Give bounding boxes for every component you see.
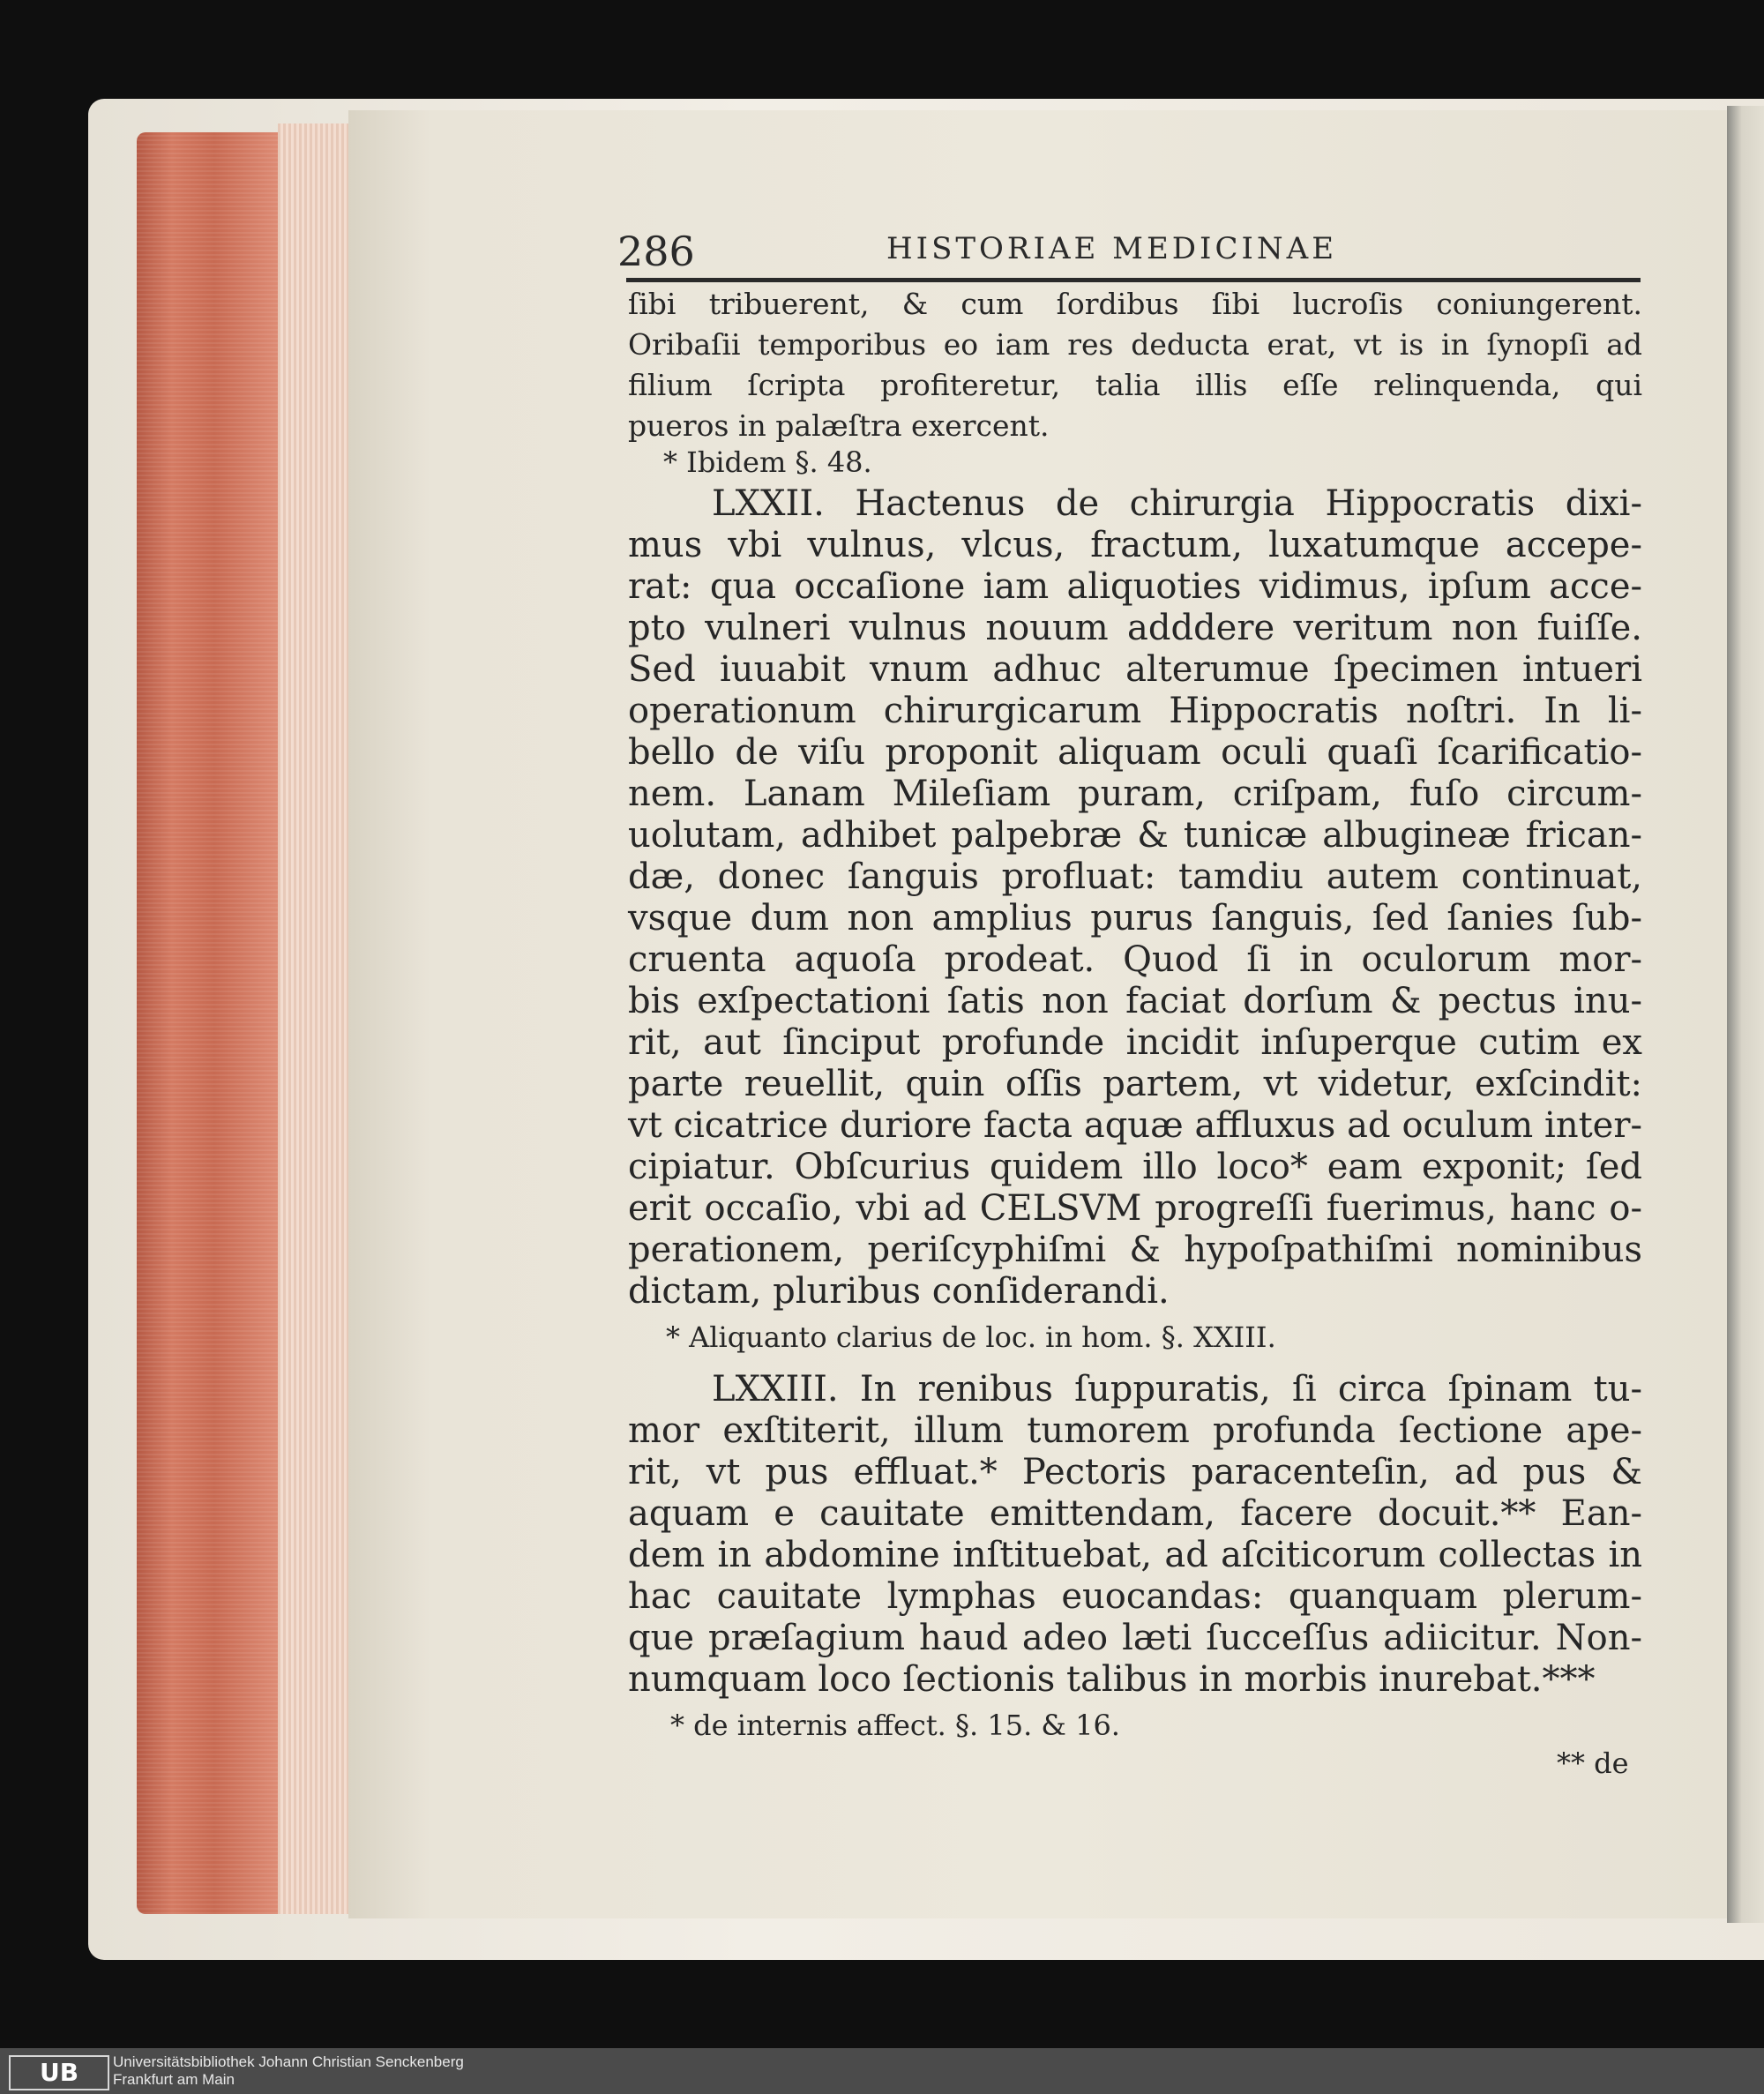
text-line: numquam loco ſectionis talibus in morbis inurebat.*** [628, 1659, 1596, 1700]
text-line: dæ, donec ſanguis profluat: tamdiu autem continuat, [628, 856, 1642, 897]
text-line: filium ſcripta profiteretur, talia illis eſſe relinquenda, qui [628, 368, 1642, 402]
text-line: hac cauitate lymphas euocandas: quanquam plerum- [628, 1576, 1642, 1617]
text-line: vt cicatrice duriore facta aquæ affluxus ad oculum inter- [628, 1105, 1642, 1146]
page-number: 286 [617, 228, 695, 275]
text-line: parte reuellit, quin oſſis partem, vt videtur, exſcindit: [628, 1064, 1642, 1104]
text-line: mus vbi vulnus, vlcus, fractum, luxatumque accepe- [628, 525, 1642, 565]
page-leaves [278, 123, 357, 1914]
text-line: ſibi tribuerent, & cum ſordibus ſibi lucroſis coniungerent. [628, 287, 1642, 321]
text-line: bello de viſu proponit aliquam oculi quaſi ſcarificatio- [628, 732, 1642, 773]
footnote: * Aliquanto clarius de loc. in hom. §. XXIII. [666, 1320, 1276, 1354]
text-line: rit, vt pus effluat.* Pectoris paracenteſin, ad pus & [628, 1452, 1642, 1492]
catchword: ** de [1557, 1746, 1629, 1780]
book-edge-red [137, 132, 278, 1914]
text-line: pueros in palæſtra exercent. [628, 408, 1050, 443]
text-line: Oribaſii temporibus eo iam res deducta erat, vt is in ſynopſi ad [628, 327, 1642, 362]
text-line: LXXII. Hactenus de chirurgia Hippocratis dixi- [712, 483, 1642, 524]
text-line: aquam e cauitate emittendam, facere docuit.** Ean- [628, 1493, 1642, 1534]
text-line: rat: qua occaſione iam aliquoties vidimus, ipſum acce- [628, 566, 1642, 607]
text-line: bis exſpectationi ſatis non faciat dorſum & pectus inu- [628, 981, 1642, 1021]
ub-logo: UB [9, 2055, 109, 2090]
text-line: dem in abdomine inſtituebat, ad aſciticorum collectas in [628, 1535, 1642, 1575]
next-page-edge [1727, 106, 1764, 1923]
footnote: * Ibidem §. 48. [663, 445, 872, 479]
text-line: Sed iuuabit vnum adhuc alterumue ſpecimen intueri [628, 649, 1642, 690]
text-line: operationum chirurgicarum Hippocratis noſtri. In li- [628, 691, 1642, 731]
footnote: * de internis affect. §. 15. & 16. [670, 1709, 1120, 1742]
text-line: rit, aut ſinciput profunde incidit inſuperque cutim ex [628, 1022, 1642, 1063]
text-line: mor exſtiterit, illum tumorem profunda ſectione ape- [628, 1410, 1642, 1451]
text-line: dictam, pluribus conſiderandi. [628, 1271, 1170, 1312]
text-line: pto vulneri vulnus nouum adddere veritum non fuiſſe. [628, 608, 1642, 648]
library-name: Universitätsbibliothek Johann Christian Senckenberg [113, 2053, 464, 2070]
text-line: vsque dum non amplius purus ſanguis, ſed ſanies ſub- [628, 898, 1642, 939]
text-line: erit occaſio, vbi ad CELSVM progreſſi fuerimus, hanc o- [628, 1188, 1642, 1229]
text-line: cruenta aquoſa prodeat. Quod ſi in oculorum mor- [628, 939, 1642, 980]
footer-bar [0, 2048, 1764, 2094]
text-line: nem. Lanam Mileſiam puram, criſpam, fuſo circum- [628, 774, 1642, 814]
text-line: uolutam, adhibet palpebræ & tunicæ albugineæ frican- [628, 815, 1642, 856]
running-head: HISTORIAE MEDICINAE [886, 231, 1338, 266]
header-rule [626, 278, 1641, 282]
text-line: LXXIII. In renibus ſuppuratis, ſi circa ſpinam tu- [712, 1369, 1642, 1410]
text-line: cipiatur. Obſcurius quidem illo loco* eam exponit; ſed [628, 1147, 1642, 1187]
text-line: que præſagium haud adeo læti ſucceſſus adiicitur. Non- [628, 1618, 1642, 1658]
text-line: perationem, periſcyphiſmi & hypoſpathiſmi nominibus [628, 1230, 1642, 1270]
library-location: Frankfurt am Main [113, 2071, 235, 2088]
